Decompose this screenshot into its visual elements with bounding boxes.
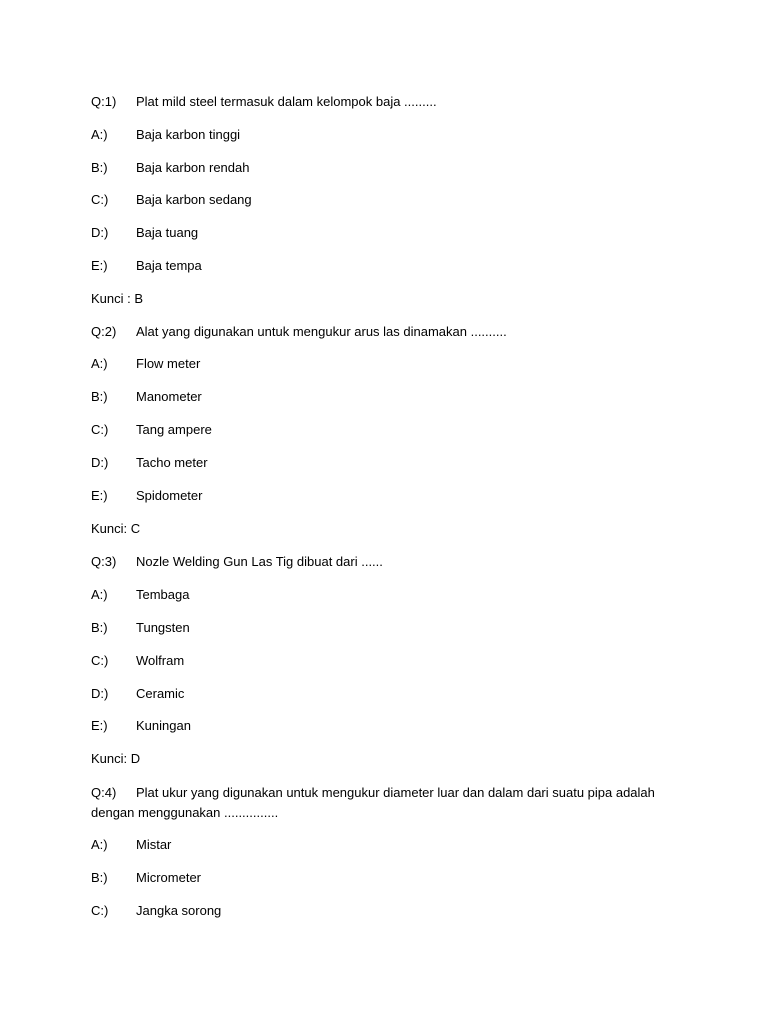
option-label: E:): [91, 718, 108, 733]
option-b: [91, 868, 681, 888]
option-text: Baja karbon rendah: [136, 160, 250, 175]
option-label: B:): [91, 620, 108, 635]
option-b: [91, 618, 681, 638]
option-text: Micrometer: [136, 870, 202, 885]
option-text: Flow meter: [136, 356, 201, 371]
option-c: [91, 901, 681, 921]
option-a: [91, 585, 681, 605]
answer-key: [91, 289, 681, 309]
option-text: Jangka sorong: [136, 903, 222, 918]
question-text: Plat mild steel termasuk dalam kelompok baja .........: [136, 94, 437, 109]
option-label: A:): [91, 127, 108, 142]
option-text: Tang ampere: [136, 422, 212, 437]
option-c: [91, 420, 681, 440]
question-text: Nozle Welding Gun Las Tig dibuat dari ......: [136, 554, 383, 569]
option-d: [91, 684, 681, 704]
question-label: Q:4): [91, 785, 117, 800]
option-d: [91, 453, 681, 473]
option-b: [91, 158, 681, 178]
option-a: [91, 125, 681, 145]
option-d: [91, 223, 681, 243]
answer-key-text: Kunci: C: [91, 521, 141, 536]
option-label: C:): [91, 422, 109, 437]
question-text: Alat yang digunakan untuk mengukur arus las dinamakan ..........: [136, 324, 507, 339]
question-label: Q:2): [91, 324, 117, 339]
option-label: E:): [91, 488, 108, 503]
question-1: [91, 92, 681, 112]
option-label: A:): [91, 356, 108, 371]
option-label: E:): [91, 258, 108, 273]
answer-key-text: Kunci : B: [91, 291, 144, 306]
option-label: C:): [91, 653, 109, 668]
option-text: Manometer: [136, 389, 202, 404]
question-label: Q:1): [91, 94, 117, 109]
question-3: [91, 552, 681, 572]
option-text: Wolfram: [136, 653, 185, 668]
option-label: B:): [91, 870, 108, 885]
option-c: [91, 190, 681, 210]
option-text: Baja tuang: [136, 225, 199, 240]
option-text: Baja karbon tinggi: [136, 127, 241, 142]
option-text: Tacho meter: [136, 455, 208, 470]
question-4-continuation: [91, 803, 681, 823]
question-4: [91, 783, 681, 803]
question-label: Q:3): [91, 554, 117, 569]
option-label: C:): [91, 192, 109, 207]
option-text: Kuningan: [136, 718, 191, 733]
option-label: B:): [91, 389, 108, 404]
option-label: D:): [91, 686, 109, 701]
answer-key: [91, 519, 681, 539]
option-e: [91, 256, 681, 276]
option-a: [91, 835, 681, 855]
option-text: Baja tempa: [136, 258, 202, 273]
option-label: D:): [91, 455, 109, 470]
option-text: Baja karbon sedang: [136, 192, 252, 207]
question-2: [91, 322, 681, 342]
question-text: Plat ukur yang digunakan untuk mengukur diameter luar dan dalam dari suatu pipa adalah: [136, 785, 655, 800]
option-label: B:): [91, 160, 108, 175]
option-label: D:): [91, 225, 109, 240]
option-label: A:): [91, 837, 108, 852]
option-label: C:): [91, 903, 109, 918]
option-label: A:): [91, 587, 108, 602]
option-text: Tungsten: [136, 620, 190, 635]
answer-key: [91, 749, 681, 769]
option-text: Ceramic: [136, 686, 185, 701]
answer-key-text: Kunci: D: [91, 751, 141, 766]
option-c: [91, 651, 681, 671]
option-a: [91, 354, 681, 374]
option-e: [91, 716, 681, 736]
question-text-continuation: dengan menggunakan ...............: [91, 805, 279, 820]
option-text: Tembaga: [136, 587, 190, 602]
option-b: [91, 387, 681, 407]
option-text: Spidometer: [136, 488, 203, 503]
option-text: Mistar: [136, 837, 172, 852]
option-e: [91, 486, 681, 506]
